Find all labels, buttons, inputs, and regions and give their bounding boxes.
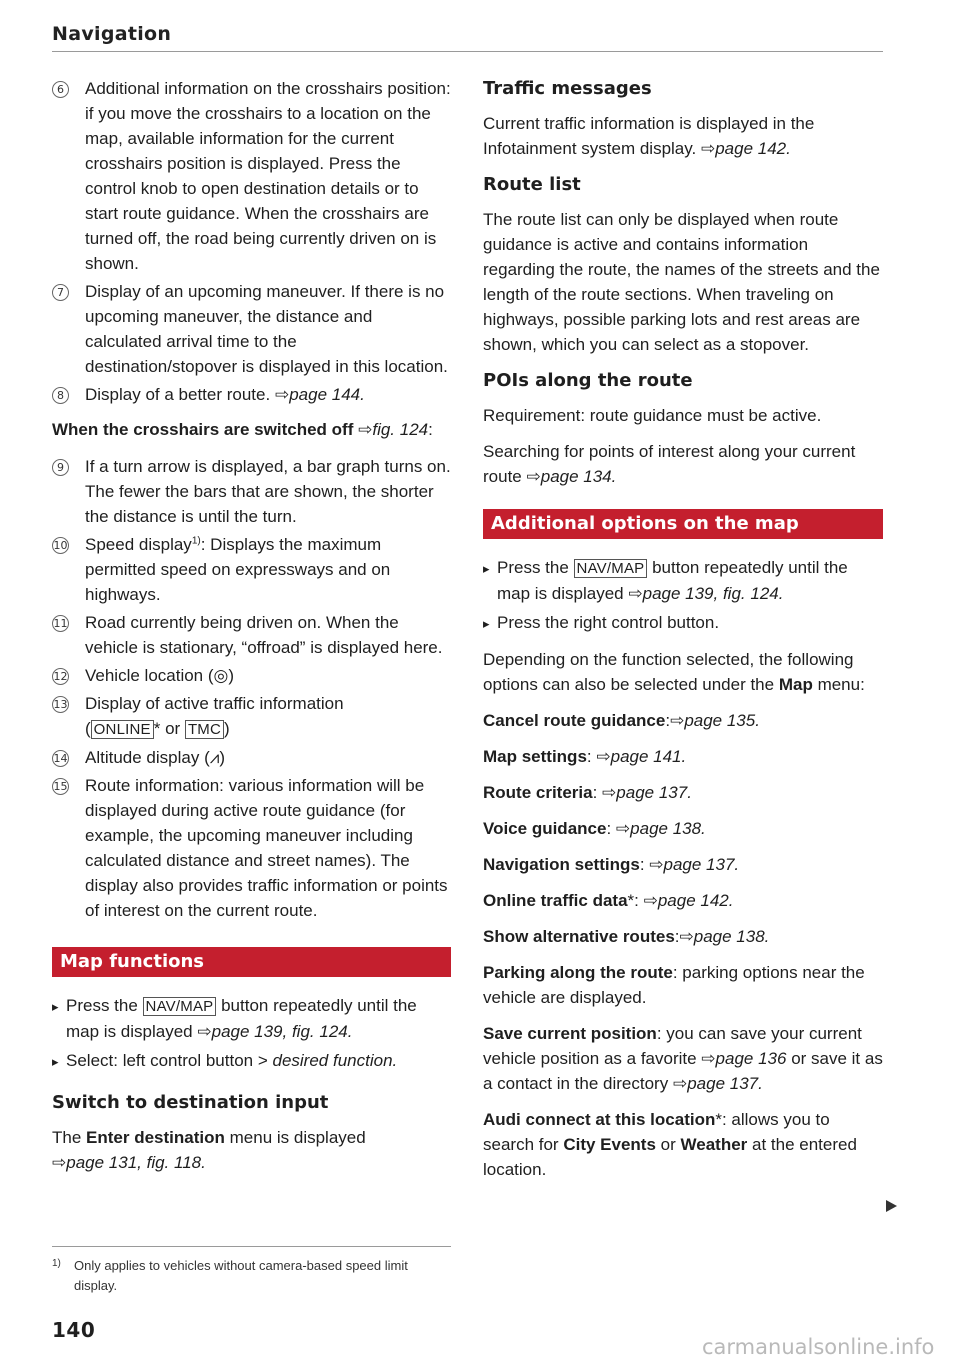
callout-number: 13 bbox=[53, 698, 68, 711]
bullet-step: ▸ Press the NAV/MAP button repeatedly until the map is displayed ⇨page 139, fig. 124. bbox=[483, 555, 883, 606]
legend-text: Road currently being driven on. When the vehicle is stationary, “offroad” is displayed here. bbox=[85, 613, 443, 657]
crosshairs-off-heading: When the crosshairs are switched off ⇨fig. 124: bbox=[52, 420, 433, 439]
page-reference-link[interactable]: ⇨page 138. bbox=[679, 927, 770, 946]
legend-text: Display of an upcoming maneuver. If there is no upcoming maneuver, the distance and calculated arrival time to the destination/stopover is displayed in this location. bbox=[85, 282, 448, 376]
reference-arrow-icon: ⇨ bbox=[526, 467, 541, 486]
callout-number: 6 bbox=[52, 81, 69, 98]
reference-arrow-icon: ⇨ bbox=[672, 1074, 688, 1093]
reference-arrow-icon: ⇨ bbox=[649, 855, 664, 874]
legend-item-14 bbox=[52, 745, 451, 770]
option-audi-connect: Audi connect at this location*: allows you to search for City Events or Weather at the entered location. bbox=[483, 1110, 857, 1179]
option-show-alternative-routes: Show alternative routes:⇨page 138. bbox=[483, 927, 770, 946]
page-reference-link[interactable]: ⇨page 137. bbox=[602, 783, 692, 802]
page-reference-link[interactable]: ⇨page 135. bbox=[670, 711, 760, 730]
page-reference-link[interactable]: ⇨page 141. bbox=[596, 747, 687, 766]
tmc-button-label: TMC bbox=[185, 720, 224, 739]
callout-number: 14 bbox=[53, 752, 68, 765]
page-reference-link[interactable]: ⇨page 138. bbox=[615, 819, 706, 838]
reference-arrow-icon: ⇨ bbox=[679, 927, 694, 946]
option-navigation-settings: Navigation settings: ⇨page 137. bbox=[483, 855, 740, 874]
page-reference-link[interactable]: ⇨page 142. bbox=[700, 139, 791, 158]
legend-item-12 bbox=[52, 663, 451, 688]
callout-number: 11 bbox=[53, 617, 68, 630]
reference-arrow-icon: ⇨ bbox=[52, 1153, 67, 1172]
header-divider bbox=[52, 51, 883, 52]
pois-text: Searching for points of interest along your current route ⇨page 134. bbox=[483, 442, 856, 486]
option-map-settings: Map settings: ⇨page 141. bbox=[483, 747, 687, 766]
reference-arrow-icon: ⇨ bbox=[358, 420, 373, 439]
legend-text: Speed display bbox=[85, 535, 192, 554]
callout-number: 7 bbox=[52, 284, 69, 301]
legend-item-9 bbox=[52, 454, 451, 529]
legend-item-15 bbox=[52, 773, 451, 923]
legend-item-8 bbox=[52, 382, 451, 407]
page-header-title: Navigation bbox=[52, 23, 172, 45]
page-reference-link[interactable]: ⇨page 139, fig. 124. bbox=[197, 1022, 353, 1041]
map-menu-intro: Depending on the function selected, the following options can also be selected under the Map menu: bbox=[483, 650, 865, 694]
legend-text: Route information: various information will be displayed during active route guidance (for example, the upcoming maneuver including calculated distance and street names). The display also provides traffic information or points of interest on the current route. bbox=[85, 776, 448, 920]
reference-arrow-icon: ⇨ bbox=[628, 584, 643, 603]
reference-arrow-icon: ⇨ bbox=[602, 783, 617, 802]
figure-reference-link[interactable]: ⇨fig. 124 bbox=[358, 420, 429, 439]
footnote-marker: 1) bbox=[191, 535, 201, 547]
legend-item-11 bbox=[52, 610, 451, 660]
bullet-step: ▸ Select: left control button > desired function. bbox=[52, 1048, 451, 1074]
pois-heading: POIs along the route bbox=[483, 370, 693, 391]
reference-arrow-icon: ⇨ bbox=[643, 891, 658, 910]
continue-arrow-icon bbox=[886, 1200, 897, 1212]
map-functions-banner: Map functions bbox=[52, 947, 451, 977]
switch-destination-heading: Switch to destination input bbox=[52, 1092, 329, 1113]
page-reference-link[interactable]: ⇨page 134. bbox=[526, 467, 617, 486]
page-reference-link[interactable]: ⇨page 131, fig. 118. bbox=[52, 1153, 206, 1172]
footnote-marker: 1) bbox=[52, 1258, 61, 1269]
page-reference-link[interactable]: ⇨page 139, fig. 124. bbox=[628, 584, 784, 603]
legend-item-10: 10 Speed display$^{1)}$: Displays the maximum permitted speed on expressways and on highways. bbox=[53, 535, 391, 604]
pois-requirement: Requirement: route guidance must be active. bbox=[483, 406, 822, 425]
option-voice-guidance: Voice guidance: ⇨page 138. bbox=[483, 819, 706, 838]
reference-arrow-icon: ⇨ bbox=[701, 1049, 716, 1068]
callout-number: 12 bbox=[53, 670, 68, 683]
footnote-text: Only applies to vehicles without camera-based speed limit display. bbox=[74, 1258, 408, 1293]
legend-text: Display of active traffic information bbox=[85, 694, 344, 713]
page-reference-link[interactable]: ⇨page 144. bbox=[274, 385, 365, 404]
footnote bbox=[52, 1256, 451, 1296]
right-column bbox=[483, 76, 883, 1193]
reference-arrow-icon: ⇨ bbox=[197, 1022, 212, 1041]
legend-item-6 bbox=[52, 76, 451, 276]
option-online-traffic-data: Online traffic data*: ⇨page 142. bbox=[483, 891, 734, 910]
option-route-criteria: Route criteria: ⇨page 137. bbox=[483, 783, 692, 802]
option-parking-along-route: Parking along the route: parking options near the vehicle are displayed. bbox=[483, 963, 865, 1007]
legend-item-13: 13 Display of active traffic information ( ONLINE * or TMC ) bbox=[53, 694, 344, 738]
legend-text: Altitude display (⩘) bbox=[85, 748, 225, 767]
option-save-current-position: Save current position: you can save your current vehicle position as a favorite ⇨page 136 or save it as a contact in the directory ⇨page 137. bbox=[483, 1024, 883, 1093]
page-reference-link[interactable]: ⇨page 137. bbox=[649, 855, 740, 874]
reference-arrow-icon: ⇨ bbox=[274, 385, 290, 404]
page-reference-link[interactable]: ⇨page 136 bbox=[701, 1049, 787, 1068]
route-list-text: The route list can only be displayed when route guidance is active and contains information regarding the route, the names of the streets and the length of the route sections. When traveling on highways, possible parking lots and rest areas are shown, which you can select as a stopover. bbox=[483, 210, 880, 354]
bullet-step: ▸ Press the NAV/MAP button repeatedly until the map is displayed ⇨page 139, fig. 124. bbox=[52, 993, 451, 1044]
reference-arrow-icon: ⇨ bbox=[670, 711, 685, 730]
page-reference-link[interactable]: ⇨page 137. bbox=[672, 1074, 763, 1093]
callout-number: 10 bbox=[53, 539, 68, 552]
callout-number: 15 bbox=[53, 780, 68, 793]
traffic-messages-text: Current traffic information is displayed in the Infotainment system display. ⇨page 142. bbox=[483, 114, 815, 158]
route-list-heading: Route list bbox=[483, 174, 581, 195]
legend-text: Vehicle location (◎) bbox=[85, 666, 235, 685]
option-cancel-route-guidance: Cancel route guidance:⇨page 135. bbox=[483, 711, 760, 730]
legend-text: Display of a better route. bbox=[85, 385, 271, 404]
traffic-messages-heading: Traffic messages bbox=[483, 78, 652, 99]
legend-item-7 bbox=[52, 279, 451, 379]
nav-map-button-label: NAV/MAP bbox=[574, 559, 648, 578]
legend-text: Additional information on the crosshairs position: if you move the crosshairs to a location on the map, available information for the current crosshairs position is displayed. Press the control knob to open destination details or to start route guidance. When the crosshairs are turned off, the road being currently driven on is shown. bbox=[85, 79, 451, 273]
reference-arrow-icon: ⇨ bbox=[596, 747, 611, 766]
bullet-step: ▸ Press the right control button. bbox=[483, 610, 883, 636]
left-column bbox=[52, 76, 451, 1186]
nav-map-button-label: NAV/MAP bbox=[143, 997, 217, 1016]
online-button-label: ONLINE bbox=[91, 720, 154, 739]
additional-options-banner: Additional options on the map bbox=[483, 509, 883, 539]
switch-destination-text: The Enter destination menu is displayed ⇨page 131, fig. 118. bbox=[52, 1128, 366, 1172]
legend-text: If a turn arrow is displayed, a bar graph turns on. The fewer the bars that are shown, the shorter the distance is until the turn. bbox=[85, 457, 451, 526]
page-number: 140 bbox=[52, 1318, 96, 1342]
footnote-divider bbox=[52, 1246, 451, 1247]
reference-arrow-icon: ⇨ bbox=[615, 819, 631, 838]
reference-arrow-icon: ⇨ bbox=[700, 139, 716, 158]
callout-number: 8 bbox=[52, 387, 69, 404]
callout-number: 9 bbox=[52, 459, 69, 476]
watermark: carmanualsonline.info bbox=[702, 1335, 935, 1359]
page-reference-link[interactable]: ⇨page 142. bbox=[643, 891, 734, 910]
